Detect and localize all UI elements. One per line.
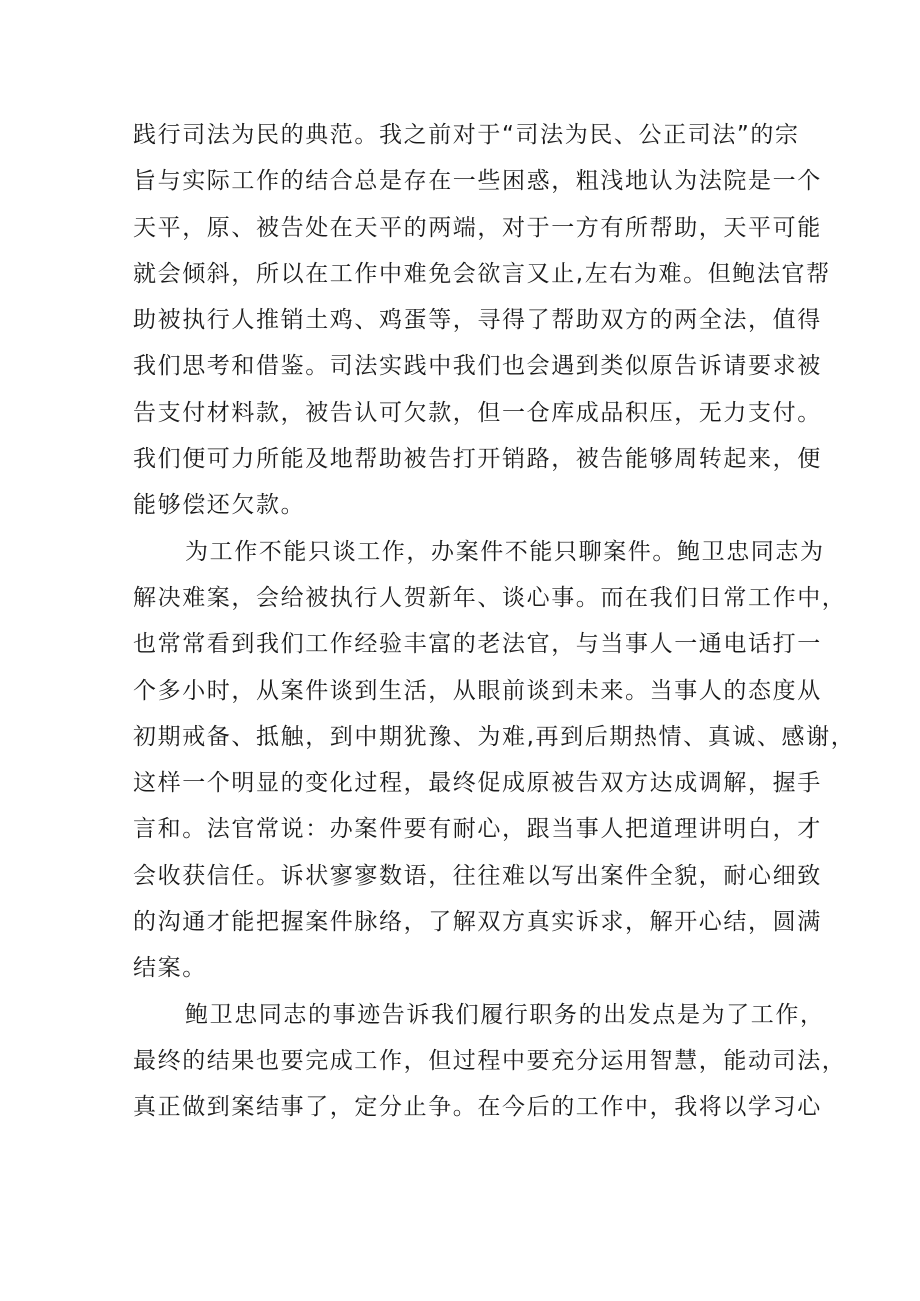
paragraph-1-line-9: 能够偿还欠款。 — [133, 492, 306, 519]
paragraph-1-line-4: 就会倾斜，所以在工作中难免会欲言又止,左右为难。但鲍法官帮 — [133, 260, 831, 287]
paragraph-2-line-5: 初期戒备、抵触，到中期犹豫、为难,再到后期热情、真诚、感谢， — [133, 723, 856, 750]
paragraph-1-line-7: 告支付材料款，被告认可欠款，但一仓库成品积压，无力支付。 — [133, 399, 822, 426]
paragraph-1-line-2: 旨与实际工作的结合总是存在一些困惑，粗浅地认为法院是一个 — [133, 168, 822, 195]
paragraph-2-line-10: 结案。 — [133, 955, 207, 982]
paragraph-1-line-5: 助被执行人推销土鸡、鸡蛋等，寻得了帮助双方的两全法，值得 — [133, 307, 822, 334]
paragraph-1-line-3: 天平，原、被告处在天平的两端，对于一方有所帮助，天平可能 — [133, 214, 822, 241]
paragraph-2-line-8: 会收获信任。诉状寥寥数语，往往难以写出案件全貌，耐心细致 — [133, 862, 822, 889]
paragraph-1-line-6: 我们思考和借鉴。司法实践中我们也会遇到类似原告诉请要求被 — [133, 353, 822, 380]
paragraph-3-line-1: 鲍卫忠同志的事迹告诉我们履行职务的出发点是为了工作， — [185, 1001, 825, 1028]
paragraph-2-line-6: 这样一个明显的变化过程，最终促成原被告双方达成调解，握手 — [133, 770, 822, 797]
paragraph-2-line-2: 解决难案，会给被执行人贺新年、谈心事。而在我们日常工作中， — [133, 584, 847, 611]
document-body — [133, 112, 856, 1131]
paragraph-2-line-3: 也常常看到我们工作经验丰富的老法官，与当事人一通电话打一 — [133, 631, 822, 658]
paragraph-2-line-7: 言和。法官常说：办案件要有耐心，跟当事人把道理讲明白，才 — [133, 816, 822, 843]
paragraph-1-line-8: 我们便可力所能及地帮助被告打开销路，被告能够周转起来，便 — [133, 446, 822, 473]
paragraph-2-line-9: 的沟通才能把握案件脉络，了解双方真实诉求，解开心结，圆满 — [133, 909, 822, 936]
paragraph-3-line-3: 真正做到案结事了，定分止争。在今后的工作中，我将以学习心 — [133, 1094, 822, 1121]
paragraph-2-line-1: 为工作不能只谈工作，办案件不能只聊案件。鲍卫忠同志为 — [185, 538, 825, 565]
paragraph-3-line-2: 最终的结果也要完成工作，但过程中要充分运用智慧，能动司法， — [133, 1047, 847, 1074]
paragraph-2-line-4: 个多小时，从案件谈到生活，从眼前谈到未来。当事人的态度从 — [133, 677, 822, 704]
paragraph-1-line-1: 践行司法为民的典范。我之前对于“司法为民、公正司法”的宗 — [133, 122, 800, 148]
